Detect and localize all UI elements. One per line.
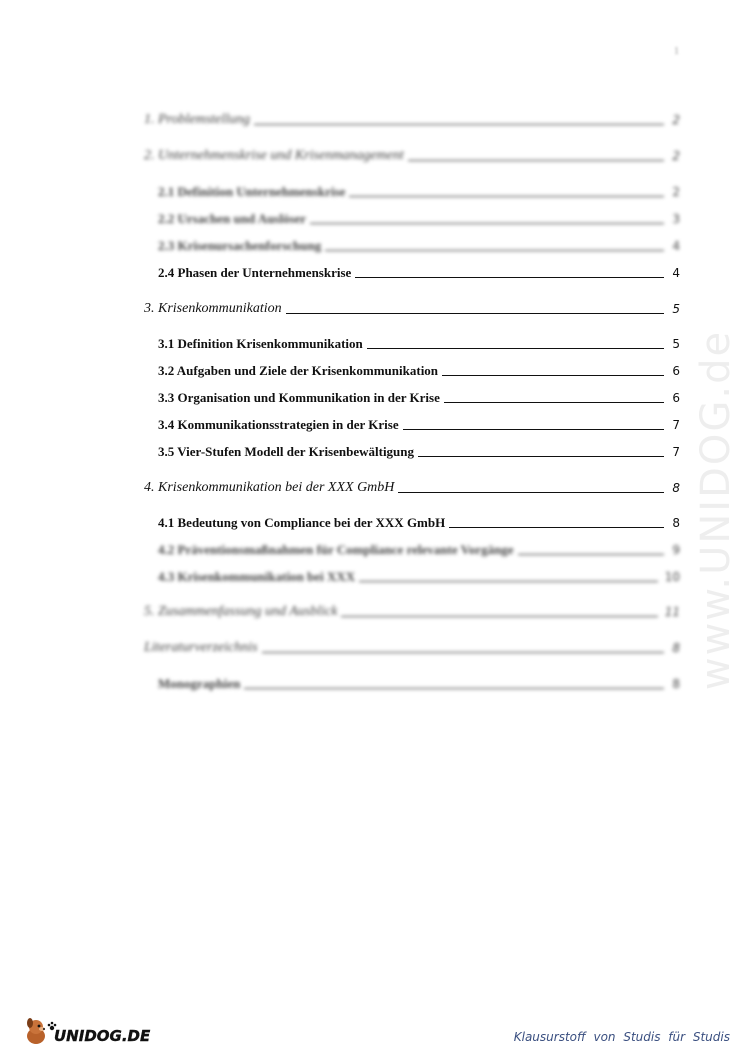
toc-entry-page: 5	[672, 337, 680, 351]
toc-entry-label: 3.4 Kommunikationsstrategien in der Krise	[158, 417, 399, 432]
toc-leader	[359, 581, 658, 582]
toc-entry-3-2[interactable]	[158, 363, 680, 379]
toc-entry-page: 3	[672, 212, 680, 226]
toc-entry-4[interactable]	[144, 480, 680, 496]
toc-leader	[325, 250, 664, 251]
toc-entry-page: 2	[672, 185, 680, 199]
toc-leader	[254, 124, 664, 125]
toc-entry-literatur[interactable]	[144, 640, 680, 656]
toc-entry-2[interactable]	[144, 148, 680, 164]
toc-entry-page: 10	[664, 570, 680, 584]
toc-leader	[403, 429, 664, 430]
logo-text: UNIDOG.DE	[54, 1027, 151, 1045]
toc-entry-label: 2.2 Ursachen und Auslöser	[158, 211, 307, 226]
toc-leader	[367, 348, 664, 349]
toc-entry-5[interactable]	[144, 604, 680, 620]
toc-entry-page: 6	[672, 364, 680, 378]
footer-tagline: Klausurstoff von Studis für Studis	[513, 1030, 730, 1044]
toc-entry-label: 1. Problemstellung	[144, 112, 251, 127]
toc-entry-label: 5. Zusammenfassung und Ausblick	[144, 604, 338, 619]
toc-entry-3-1[interactable]	[158, 336, 680, 352]
toc-leader	[398, 492, 664, 493]
toc-entry-page: 4	[672, 239, 680, 253]
toc-leader	[442, 375, 664, 376]
dog-icon	[22, 1014, 152, 1048]
toc-entry-3-5[interactable]	[158, 444, 680, 460]
toc-entry-label: 2.4 Phasen der Unternehmenskrise	[158, 265, 352, 280]
toc-entry-4-3[interactable]	[158, 569, 680, 585]
toc-leader	[418, 456, 664, 457]
toc-leader	[341, 616, 658, 617]
toc-entry-label: 4.2 Präventionsmaßnahmen für Compliance relevante Vorgänge	[158, 542, 514, 557]
toc-entry-2-1[interactable]	[158, 184, 680, 200]
toc-entry-monographien[interactable]	[158, 676, 680, 692]
toc-entry-page: 5	[672, 302, 680, 316]
toc-entry-2-4[interactable]	[158, 265, 680, 281]
toc-entry-4-1[interactable]	[158, 515, 680, 531]
toc-entry-3-3[interactable]	[158, 390, 680, 406]
toc-entry-label: 3.2 Aufgaben und Ziele der Krisenkommunikation	[158, 363, 439, 378]
toc-entry-3-4[interactable]	[158, 417, 680, 433]
toc-entry-2-3[interactable]	[158, 238, 680, 254]
toc-entry-3[interactable]	[144, 301, 680, 317]
toc-leader	[349, 196, 664, 197]
toc-entry-page: 9	[672, 543, 680, 557]
toc-leader	[408, 160, 664, 161]
toc-entry-label: 3.3 Organisation und Kommunikation in der Krise	[158, 390, 440, 405]
toc-entry-page: 2	[672, 113, 680, 127]
toc-entry-page: 4	[672, 266, 680, 280]
toc-entry-label: 2.1 Definition Unternehmenskrise	[158, 184, 346, 199]
toc-leader	[310, 223, 664, 224]
toc-entry-page: 8	[672, 641, 680, 655]
toc-entry-label: 4.3 Krisenkommunikation bei XXX	[158, 569, 356, 584]
toc-entry-label: 4. Krisenkommunikation bei der XXX GmbH	[144, 480, 395, 495]
toc-leader	[444, 402, 664, 403]
toc-entry-page: 7	[672, 445, 680, 459]
toc-entry-1[interactable]	[144, 112, 680, 128]
page-number: 1	[674, 46, 679, 57]
toc-entry-label: 3.5 Vier-Stufen Modell der Krisenbewältigung	[158, 444, 415, 459]
toc-entry-page: 6	[672, 391, 680, 405]
toc-entry-4-2[interactable]	[158, 542, 680, 558]
toc-entry-label: 3.1 Definition Krisenkommunikation	[158, 336, 363, 351]
toc-leader	[262, 652, 664, 653]
toc-entry-label: Monographien	[158, 676, 241, 691]
toc-entry-label: 3. Krisenkommunikation	[144, 301, 282, 316]
toc-entry-label: 2.3 Krisenursachenforschung	[158, 238, 322, 253]
watermark-text: www.UNIDOG.de	[693, 329, 739, 691]
toc-leader	[518, 554, 664, 555]
toc-entry-page: 2	[672, 149, 680, 163]
toc-entry-label: 4.1 Bedeutung von Compliance bei der XXX GmbH	[158, 515, 446, 530]
toc-entry-label: Literaturverzeichnis	[144, 640, 258, 655]
toc-entry-page: 11	[664, 605, 680, 619]
toc-entry-label: 2. Unternehmenskrise und Krisenmanagement	[144, 148, 404, 163]
toc-leader	[449, 527, 664, 528]
toc-entry-page: 7	[672, 418, 680, 432]
toc-entry-page: 8	[672, 677, 680, 691]
toc-entry-2-2[interactable]	[158, 211, 680, 227]
toc-entry-page: 8	[672, 516, 680, 530]
toc-leader	[286, 313, 664, 314]
unidog-logo[interactable]	[22, 1014, 152, 1048]
toc-entry-page: 8	[672, 481, 680, 495]
toc-leader	[244, 688, 664, 689]
toc-leader	[355, 277, 664, 278]
